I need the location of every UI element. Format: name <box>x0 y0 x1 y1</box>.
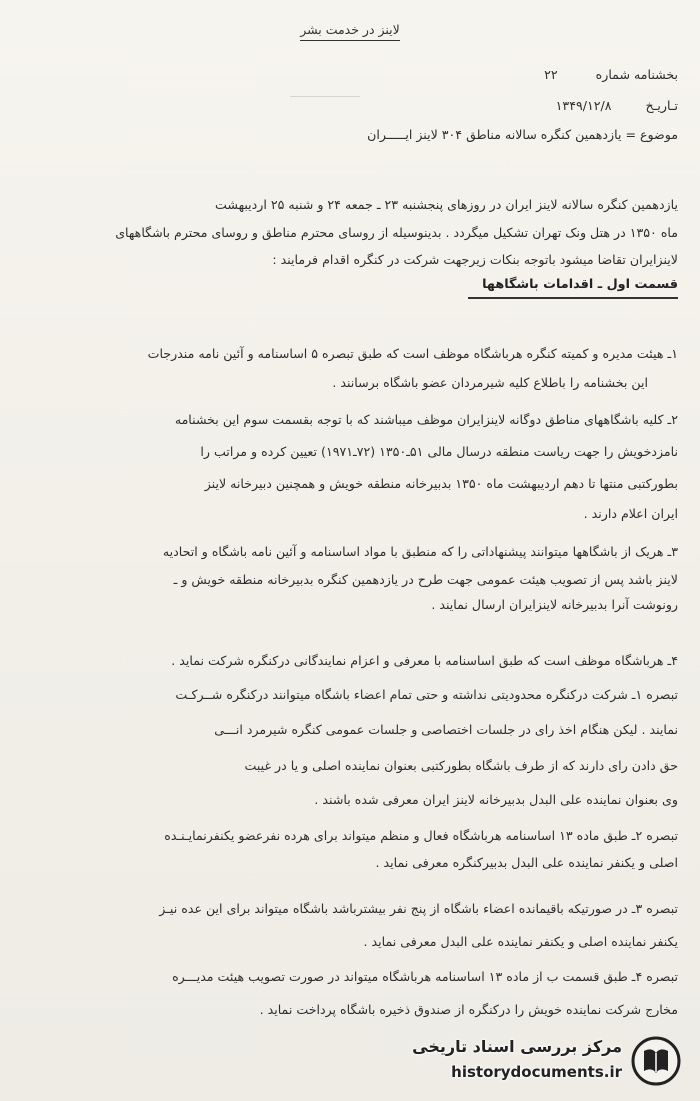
faint-mark <box>290 86 360 97</box>
paragraph-line: ۱ـ هیئت مدیره و کمیته کنگره هرباشگاه موظف است که طبق تبصره ۵ اساسنامه و آئین نامه مندرجات <box>147 346 678 361</box>
paragraph-line: حق دادن رای دارند که از طرف باشگاه بطورکتبی بعنوان نماینده اصلی و یا در غیبت <box>244 758 678 773</box>
circular-date: تـاریـخ ۱۳۴۹/۱۲/۸ <box>555 98 678 113</box>
paragraph-line: تبصره ۱ـ شرکت درکنگره محدودیتی نداشته و حتی تمام اعضاء باشگاه میتوانند درکنگره شــرکـت <box>175 687 678 702</box>
paragraph-line: تبصره ۳ـ در صورتیکه باقیمانده اعضاء باشگاه از پنج نفر بیشترباشد باشگاه میتواند برای این عده نیـز <box>159 901 678 916</box>
intro-line: لاینزایران تقاضا میشود باتوجه بنکات زیرجهت شرکت در کنگره اقدام فرمایند : <box>272 252 678 267</box>
paragraph-line: رونوشت آنرا بدبیرخانه لاینزایران ارسال نمایند . <box>431 597 678 612</box>
circular-number: بخشنامه شماره ۲۲ <box>544 67 678 82</box>
paragraph-line: تبصره ۲ـ طبق ماده ۱۳ اساسنامه هرباشگاه فعال و منظم میتواند برای هرده نفرعضو یکنفرنمایـنـده <box>164 828 678 843</box>
intro-line: ماه ۱۳۵۰ در هتل ونک تهران تشکیل میگردد . بدینوسیله از روسای محترم مناطق و روسای محترم باشگاههای <box>115 225 678 240</box>
paragraph-line: مخارج شرکت نماینده خویش را درکنگره از صندوق ذخیره باشگاه پرداخت نماید . <box>259 1002 678 1017</box>
archive-logo-icon <box>630 1035 682 1087</box>
watermark-url: historydocuments.ir <box>451 1063 622 1081</box>
circular-subject: موضوع = یازدهمین کنگره سالانه مناطق ۳۰۴ لاینز ایـــــران <box>367 127 678 142</box>
paragraph-line: ۳ـ هریک از باشگاهها میتوانند پیشنهاداتی را که منطبق با مواد اساسنامه و آئین نامه باشگاه و اتحادیه <box>162 544 678 559</box>
section-title: قسمت اول ـ اقدامات باشگاهها <box>482 277 678 292</box>
letterhead-title-text: لاینز در خدمت بشر <box>300 22 400 41</box>
watermark-name: مرکز بررسی اسناد تاریخی <box>412 1037 622 1056</box>
paragraph-line: یکنفر نماینده اصلی و یکنفر نماینده علی البدل معرفی نماید . <box>363 934 678 949</box>
archive-watermark <box>392 1031 682 1093</box>
paragraph-line: اصلی و یکنفر نماینده علی البدل بدبیرکنگره معرفی نماید . <box>375 855 678 870</box>
paragraph-line: وی بعنوان نماینده علی البدل بدبیرخانه لاینز ایران معرفی شده باشند . <box>314 792 678 807</box>
letterhead-title <box>0 22 700 37</box>
paragraph-line: ۲ـ کلیه باشگاههای مناطق دوگانه لاینزایران موظف میباشند که با توجه بقسمت سوم این بخشنامه <box>174 412 678 427</box>
paragraph-line: این بخشنامه را باطلاع کلیه شیرمردان عضو باشگاه برسانند . <box>332 375 648 390</box>
paragraph-line: ۴ـ هرباشگاه موظف است که طبق اساسنامه با معرفی و اعزام نمایندگانی درکنگره شرکت نماید . <box>171 653 678 668</box>
paragraph-line: تبصره ۴ـ طبق قسمت ب از ماده ۱۳ اساسنامه هرباشگاه میتواند در صورت تصویب هیئت مدیـــره <box>172 969 678 984</box>
paragraph-line: نامزدخویش را جهت ریاست منطقه درسال مالی ۵۱ـ۱۳۵۰ (۷۲ـ۱۹۷۱) تعیین کرده و مراتب را <box>200 444 678 459</box>
section-title-underline <box>468 297 678 299</box>
paragraph-line: بطورکتبی منتها تا دهم اردیبهشت ماه ۱۳۵۰ بدبیرخانه منطقه خویش و همچنین دبیرخانه لاینز <box>204 476 678 491</box>
paragraph-line: ایران اعلام دارند . <box>583 506 678 521</box>
paragraph-line: نمایند . لیکن هنگام اخذ رای در جلسات اختصاصی و جلسات عمومی کنگره شیرمرد انـــی <box>214 722 678 737</box>
paragraph-line: لاینز باشد پس از تصویب هیئت عمومی جهت طرح در یازدهمین کنگره بدبیرخانه منطقه خویش و ـ <box>173 572 678 587</box>
intro-line: یازدهمین کنگره سالانه لاینز ایران در روزهای پنجشنبه ۲۳ ـ جمعه ۲۴ و شنبه ۲۵ اردیبهشت <box>214 197 678 212</box>
